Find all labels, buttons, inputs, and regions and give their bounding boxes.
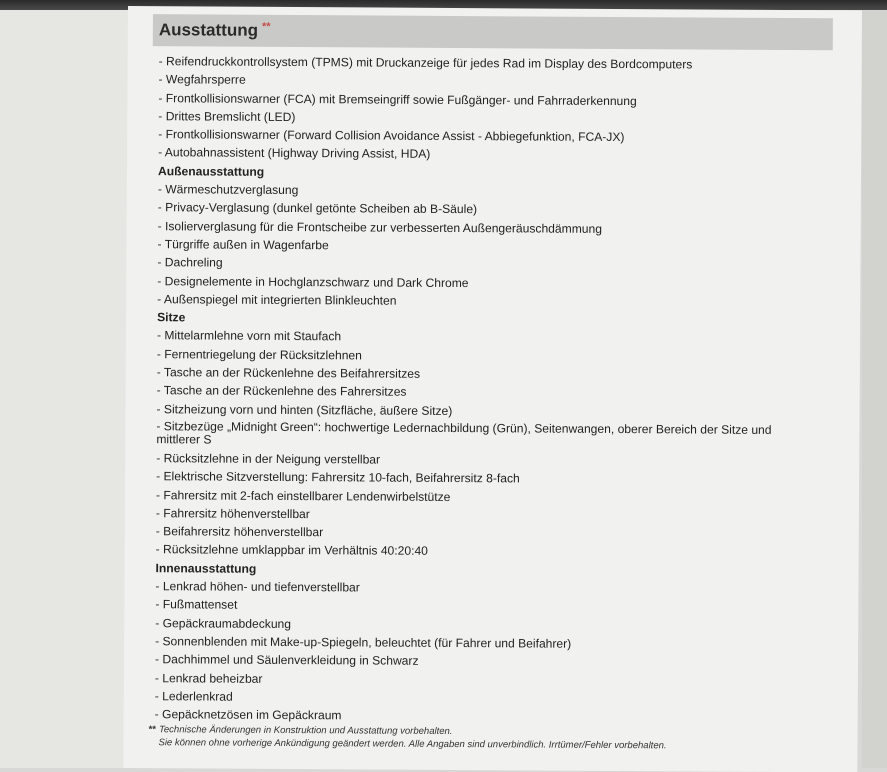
list-item: - Tasche an der Rückenlehne des Beifahrersitzes (156, 365, 421, 381)
list-item: - Wärmeschutzverglasung (157, 182, 299, 198)
list-item: - Beifahrersitz höhenverstellbar (155, 524, 324, 540)
list-item: - Mittelarmlehne vorn mit Staufach (156, 328, 342, 344)
list-item: - Rücksitzlehne in der Neigung verstellbar (156, 451, 381, 467)
screen-right-background (862, 10, 887, 768)
list-item: - Gepäcknetzösen im Gepäckraum (154, 707, 342, 723)
list-item: - Lederlenkrad (154, 688, 233, 704)
footnote (148, 723, 808, 753)
list-item: - Sonnenblenden mit Make-up-Spiegeln, beleuchtet (für Fahrer und Beifahrer) (155, 634, 572, 651)
list-item: - Frontkollisionswarner (Forward Collision Avoidance Assist - Abbiegefunktion, FCA-JX) (158, 127, 625, 145)
section-heading: Innenausstattung (155, 560, 257, 576)
footnote-line-1: Technische Änderungen in Konstruktion und Ausstattung vorbehalten. (158, 724, 453, 737)
list-item: - Autobahnassistent (Highway Driving Assist, HDA) (158, 145, 431, 162)
section-heading: Sitze (157, 310, 186, 325)
equipment-list (155, 52, 819, 727)
list-item: - Elektrische Sitzverstellung: Fahrersitz 10-fach, Beifahrersitz 8-fach (156, 469, 520, 486)
list-item: - Sitzheizung vorn und hinten (Sitzfläche, äußere Sitze) (156, 401, 453, 418)
list-item: - Isolierverglasung für die Frontscheibe zur verbesserten Außengeräuschdämmung (157, 218, 603, 236)
list-item: - Tasche an der Rückenlehne des Fahrersitzes (156, 383, 407, 400)
list-item: - Frontkollisionswarner (FCA) mit Bremseingriff sowie Fußgänger- und Fahrraderkennung (158, 90, 637, 108)
footnote-line-2: Sie können ohne vorherige Ankündigung geändert werden. Alle Angaben sind unverbindlich. Irrtümer/Fehler vorbehalten. (158, 737, 667, 752)
list-item: - Gepäckraumabdeckung (155, 615, 292, 631)
list-item: - Dachreling (157, 255, 223, 270)
section-heading: Außenausstattung (157, 163, 265, 179)
list-item: - Designelemente in Hochglanzschwarz und Dark Chrome (157, 273, 469, 290)
list-item: - Fahrersitz mit 2-fach einstellbarer Lendenwirbelstütze (155, 487, 451, 504)
list-item: - Sitzbezüge „Midnight Green“: hochwertige Ledernachbildung (Grün), Seitenwangen, oberer Bereich der Sitze und mittlerer S (156, 419, 772, 447)
footnote-marker: ** (262, 20, 271, 33)
list-item: - Außenspiegel mit integrierten Blinkleuchten (157, 292, 397, 308)
list-item: - Rücksitzlehne umklappbar im Verhältnis 40:20:40 (155, 542, 428, 559)
list-item: - Reifendruckkontrollsystem (TPMS) mit Druckanzeige für jedes Rad im Display des Bordcomputers (158, 54, 693, 72)
section-header (153, 14, 833, 50)
list-item: - Privacy-Verglasung (dunkel getönte Scheiben ab B-Säule) (157, 200, 478, 217)
equipment-page (123, 6, 862, 772)
list-item: - Fahrersitz höhenverstellbar (155, 506, 310, 521)
list-item: - Türgriffe außen in Wagenfarbe (157, 237, 329, 253)
page-title: Ausstattung ** (158, 20, 271, 40)
list-item: - Fußmattenset (155, 597, 238, 612)
list-item: - Drittes Bremslicht (LED) (158, 109, 296, 124)
list-item: - Lenkrad höhen- und tiefenverstellbar (155, 579, 360, 595)
list-item: - Dachhimmel und Säulenverkleidung in Schwarz (154, 652, 419, 668)
list-item: - Fernentriegelung der Rücksitzlehnen (156, 346, 362, 363)
footnote-mark: ** (148, 724, 157, 736)
list-item: - Wegfahrsperre (158, 72, 246, 88)
list-item: - Lenkrad beheizbar (154, 670, 263, 686)
screen-left-background (0, 10, 128, 768)
